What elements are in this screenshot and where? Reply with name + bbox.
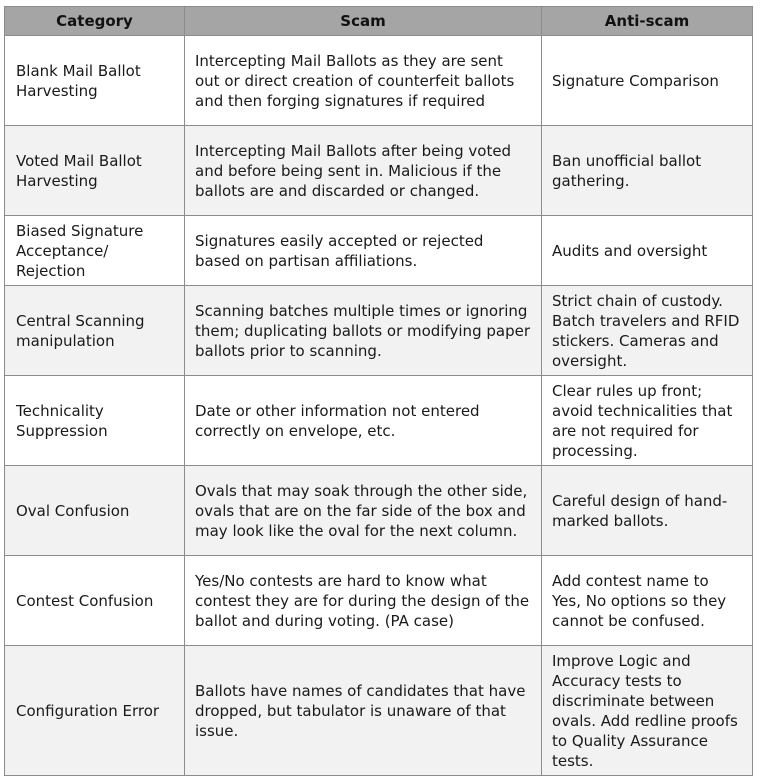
anti-scam-cell: Ban unofficial ballot gathering. [542,126,753,216]
table-row [5,556,753,646]
category-cell: Biased Signature Acceptance/ Rejection [5,216,185,286]
anti-scam-cell: Audits and oversight [542,216,753,286]
scam-table [4,6,753,776]
category-cell: Central Scanning manipulation [5,286,185,376]
scam-cell: Intercepting Mail Ballots after being voted and before being sent in. Malicious if the ballots are and discarded or changed. [185,126,542,216]
anti-scam-cell: Careful design of hand-marked ballots. [542,466,753,556]
scam-cell: Intercepting Mail Ballots as they are sent out or direct creation of counterfeit ballots and then forging signatures if required [185,36,542,126]
header-row [5,7,753,36]
header-category: Category [5,7,185,36]
header-anti-scam: Anti-scam [542,7,753,36]
table-row [5,36,753,126]
anti-scam-cell: Improve Logic and Accuracy tests to discriminate between ovals. Add redline proofs to Quality Assurance tests. [542,646,753,776]
anti-scam-cell: Clear rules up front; avoid technicalities that are not required for processing. [542,376,753,466]
anti-scam-cell: Add contest name to Yes, No options so they cannot be confused. [542,556,753,646]
scam-cell: Ballots have names of candidates that have dropped, but tabulator is unaware of that issue. [185,646,542,776]
category-cell: Configuration Error [5,646,185,776]
table-row [5,466,753,556]
scam-cell: Scanning batches multiple times or ignoring them; duplicating ballots or modifying paper ballots prior to scanning. [185,286,542,376]
table-row [5,646,753,776]
category-cell: Contest Confusion [5,556,185,646]
table-row [5,126,753,216]
anti-scam-cell: Strict chain of custody. Batch travelers and RFID stickers. Cameras and oversight. [542,286,753,376]
category-cell: Voted Mail Ballot Harvesting [5,126,185,216]
header-scam: Scam [185,7,542,36]
table-row [5,286,753,376]
category-cell: Oval Confusion [5,466,185,556]
anti-scam-cell: Signature Comparison [542,36,753,126]
scam-cell: Ovals that may soak through the other side, ovals that are on the far side of the box and may look like the oval for the next column. [185,466,542,556]
table-row [5,216,753,286]
scam-cell: Yes/No contests are hard to know what contest they are for during the design of the ballot and during voting. (PA case) [185,556,542,646]
category-cell: Blank Mail Ballot Harvesting [5,36,185,126]
scam-cell: Signatures easily accepted or rejected based on partisan affiliations. [185,216,542,286]
scam-cell: Date or other information not entered correctly on envelope, etc. [185,376,542,466]
table-row [5,376,753,466]
category-cell: Technicality Suppression [5,376,185,466]
